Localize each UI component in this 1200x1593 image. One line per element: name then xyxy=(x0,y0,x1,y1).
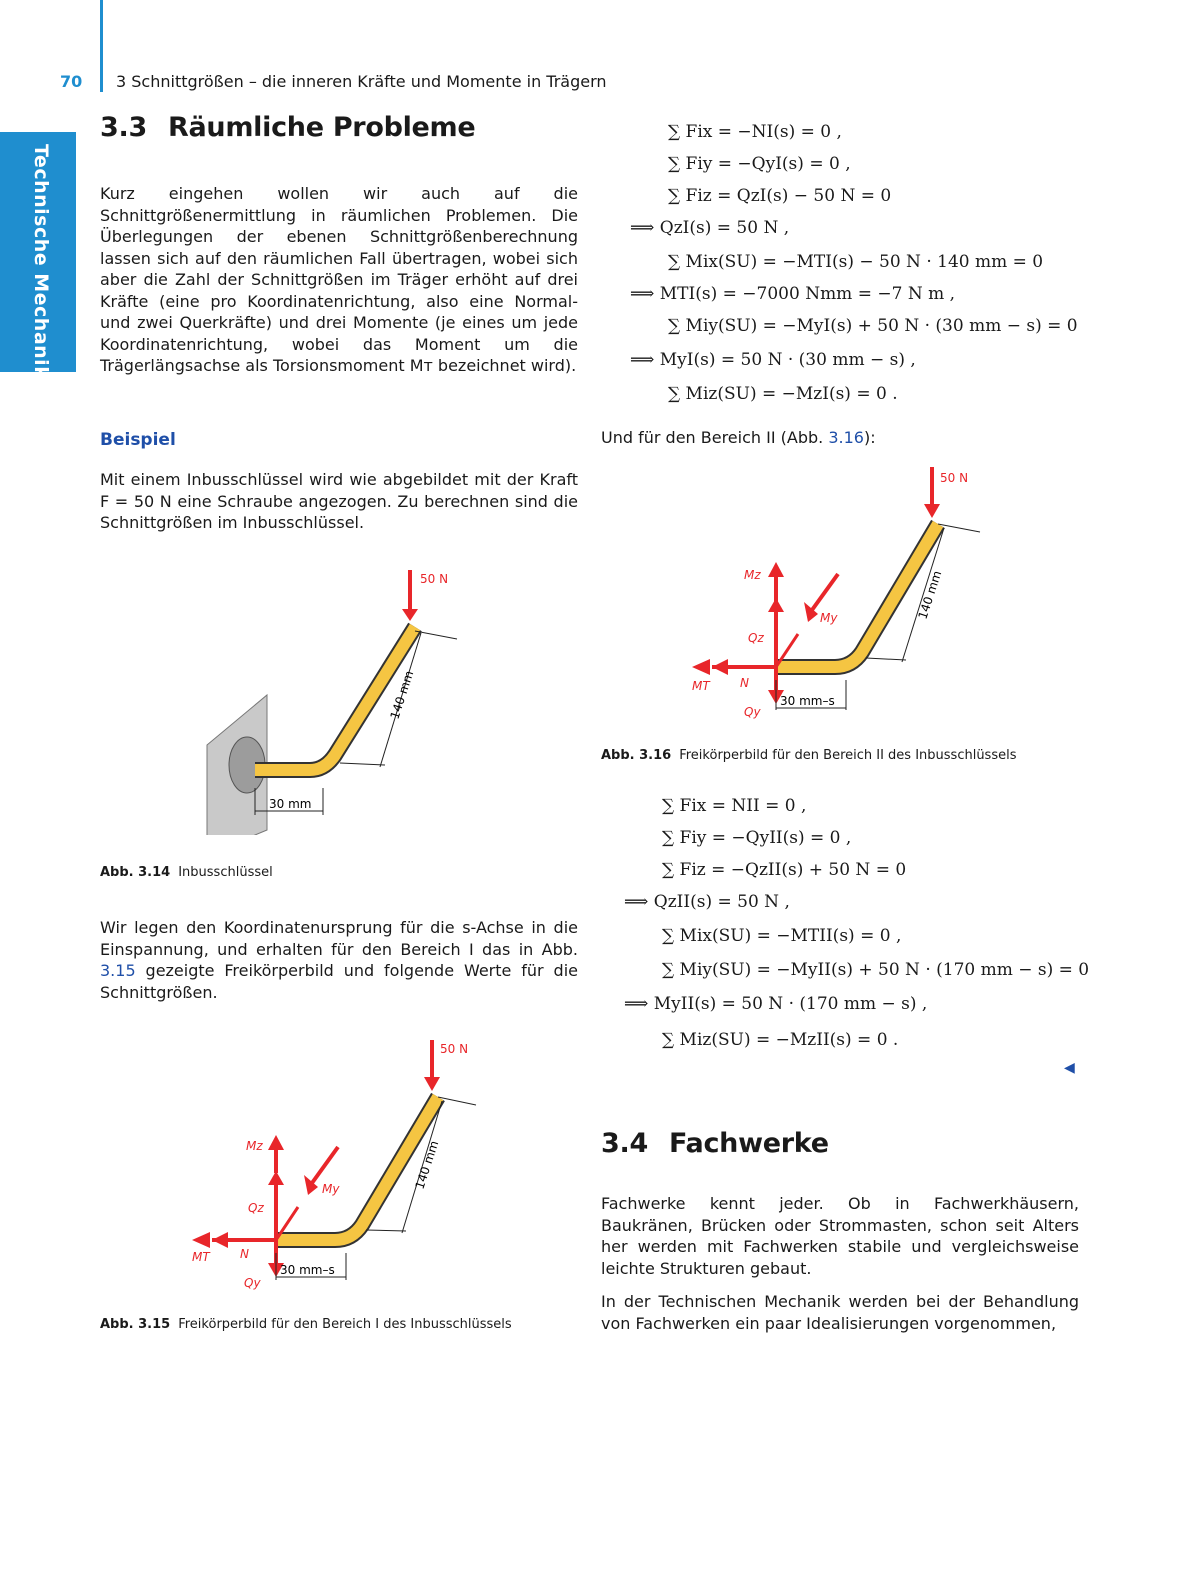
eq-II-0: ∑ Fix = NII = 0 , xyxy=(662,796,807,816)
label-mz: Mz xyxy=(246,1139,263,1153)
side-tab-label: Technische Mechanik xyxy=(30,144,52,380)
length-label-horiz: 30 mm–s xyxy=(780,694,835,708)
length-label-diag: 140 mm xyxy=(387,668,417,721)
eq-II-1: ∑ Fiy = −QyII(s) = 0 , xyxy=(662,828,852,848)
caption-label: Abb. 3.14 xyxy=(100,865,171,880)
dim-ext-top xyxy=(415,631,457,639)
mt-arrow-head xyxy=(192,1232,210,1248)
qz-arrow-head xyxy=(268,1135,284,1150)
section-heading-3-4 xyxy=(601,1128,829,1159)
label-qz: Qz xyxy=(748,631,764,645)
force-label: 50 N xyxy=(440,1042,469,1056)
side-tab xyxy=(0,132,76,380)
bereich-2-pre: Und für den Bereich II (Abb. xyxy=(601,428,824,447)
running-title: 3 Schnittgrößen – die inneren Kräfte und Momente in Trägern xyxy=(116,72,607,91)
section-title: Fachwerke xyxy=(669,1128,829,1159)
caption-3-15 xyxy=(100,1317,512,1332)
mz-double-head xyxy=(268,1171,284,1185)
eq-I-8: ∑ Miz(SU) = −MzI(s) = 0 . xyxy=(668,384,898,404)
header-rule xyxy=(100,0,103,92)
eq-II-5: ∑ Miy(SU) = −MyII(s) + 50 N · (170 mm − s) = 0 xyxy=(662,960,1090,980)
coordinate-paragraph xyxy=(100,917,578,1003)
caption-text: Freikörperbild für den Bereich I des Inbusschlüssels xyxy=(178,1317,512,1332)
caption-3-14 xyxy=(100,865,273,880)
eq-I-7: ⟹ MyI(s) = 50 N · (30 mm − s) , xyxy=(630,350,916,370)
label-mt: MT xyxy=(692,679,710,693)
eq-I-3: ⟹ QzI(s) = 50 N , xyxy=(630,218,790,238)
label-qy: Qy xyxy=(744,705,761,719)
coord-text-pre: Wir legen den Koordinatenursprung für die s-Achse in die Einspannung, und erhalten für den Bereich I das in Abb. xyxy=(100,918,578,959)
section-number: 3.4 xyxy=(601,1128,648,1159)
force-label: 50 N xyxy=(940,471,969,485)
eq-I-0: ∑ Fix = −NI(s) = 0 , xyxy=(668,122,842,142)
bereich-2-post: ): xyxy=(863,428,876,447)
label-my: My xyxy=(820,611,838,625)
label-qy: Qy xyxy=(244,1276,261,1290)
my-arrow xyxy=(312,1147,338,1183)
length-label-diag: 140 mm xyxy=(915,568,945,621)
length-label-horiz: 30 mm–s xyxy=(280,1263,335,1277)
eq-I-5: ⟹ MTI(s) = −7000 Nmm = −7 N m , xyxy=(630,284,956,304)
label-my: My xyxy=(322,1182,340,1196)
label-qz: Qz xyxy=(248,1201,264,1215)
caption-text: Freikörperbild für den Bereich II des Inbusschlüssels xyxy=(679,748,1017,763)
length-label-horiz: 30 mm xyxy=(269,797,312,811)
caption-label: Abb. 3.16 xyxy=(601,748,672,763)
label-mz: Mz xyxy=(744,568,761,582)
fachwerke-paragraph-1: Fachwerke kennt jeder. Ob in Fachwerkhäusern, Baukränen, Brücken oder Strommasten, schon seit Alters her werden mit Fachwerken stabile und vergleichsweise leichte Strukturen gebaut. xyxy=(601,1194,1079,1278)
eq-II-3: ⟹ QzII(s) = 50 N , xyxy=(624,892,790,912)
force-arrow-head xyxy=(424,1077,440,1091)
eq-I-1: ∑ Fiy = −QyI(s) = 0 , xyxy=(668,154,851,174)
mt-arrow-head xyxy=(692,659,710,675)
caption-label: Abb. 3.15 xyxy=(100,1317,171,1332)
mt-double-head xyxy=(212,1232,228,1248)
dim-ext-bottom xyxy=(366,1230,406,1231)
eq-I-6: ∑ Miy(SU) = −MyI(s) + 50 N · (30 mm − s) = 0 xyxy=(668,316,1078,336)
eq-II-2: ∑ Fiz = −QzII(s) + 50 N = 0 xyxy=(662,860,907,880)
page-number: 70 xyxy=(60,72,83,91)
section-heading-3-3 xyxy=(100,112,475,143)
fachwerke-paragraph-2: In der Technischen Mechanik werden bei der Behandlung von Fachwerken ein paar Idealisierungen vorgenommen, xyxy=(601,1292,1079,1333)
figure-3-15 xyxy=(180,1035,480,1300)
caption-3-16 xyxy=(601,748,1017,763)
force-arrow-head xyxy=(924,504,940,518)
section-title: Räumliche Probleme xyxy=(168,112,476,143)
mt-double-head xyxy=(712,659,728,675)
qz-arrow-head xyxy=(768,562,784,577)
example-paragraph: Mit einem Inbusschlüssel wird wie abgebildet mit der Kraft F = 50 N eine Schraube angezogen. Zu berechnen sind die Schnittgrößen im Inbusschlüssel. xyxy=(100,470,578,532)
caption-text: Inbusschlüssel xyxy=(178,865,273,880)
dim-ext-bottom xyxy=(866,658,906,660)
example-end-marker: ◀ xyxy=(1064,1060,1075,1076)
bereich-2-intro xyxy=(601,428,876,447)
label-n: N xyxy=(740,676,749,690)
figure-link-3-15[interactable]: 3.15 xyxy=(100,961,136,980)
label-mt: MT xyxy=(192,1250,210,1264)
length-label-diag: 140 mm xyxy=(412,1138,442,1191)
my-arrow xyxy=(812,574,838,610)
figure-3-14 xyxy=(195,565,495,835)
eq-II-7: ∑ Miz(SU) = −MzII(s) = 0 . xyxy=(662,1030,899,1050)
label-n: N xyxy=(240,1247,249,1261)
eq-II-4: ∑ Mix(SU) = −MTII(s) = 0 , xyxy=(662,926,902,946)
intro-paragraph: Kurz eingehen wollen wir auch auf die Schnittgrößenermittlung in räumlichen Problemen. Die Überlegungen der ebenen Schnittgrößenberechnung lassen sich auf den räumlichen Fall übertragen, wobei sich aber die Zahl der Schnittgrößen im Träger erhöht auf drei Kräfte (eine pro Koordinatenrichtung, also eine Normal- und zwei Querkräfte) und drei Momente (je eines um jede Koordinatenrichtung, wobei das Moment um die Trägerlängsachse als Torsionsmoment Mᴛ bezeichnet wird). xyxy=(100,184,578,375)
wrench-outline xyxy=(276,1097,438,1240)
eq-I-2: ∑ Fiz = QzI(s) − 50 N = 0 xyxy=(668,186,892,206)
wrench-body xyxy=(255,627,415,770)
eq-II-6: ⟹ MyII(s) = 50 N · (170 mm − s) , xyxy=(624,994,928,1014)
eq-I-4: ∑ Mix(SU) = −MTI(s) − 50 N · 140 mm = 0 xyxy=(668,252,1044,272)
coord-text-post: gezeigte Freikörperbild und folgende Werte für die Schnittgrößen. xyxy=(100,961,578,1002)
section-number: 3.3 xyxy=(100,112,147,143)
figure-3-16 xyxy=(680,462,1000,727)
dim-ext-bottom xyxy=(340,763,385,765)
force-arrow-head xyxy=(402,609,418,621)
example-label: Beispiel xyxy=(100,430,176,450)
mz-double-head xyxy=(768,598,784,612)
wrench-outline xyxy=(776,524,938,667)
figure-link-3-16[interactable]: 3.16 xyxy=(828,428,864,447)
force-label: 50 N xyxy=(420,572,449,586)
